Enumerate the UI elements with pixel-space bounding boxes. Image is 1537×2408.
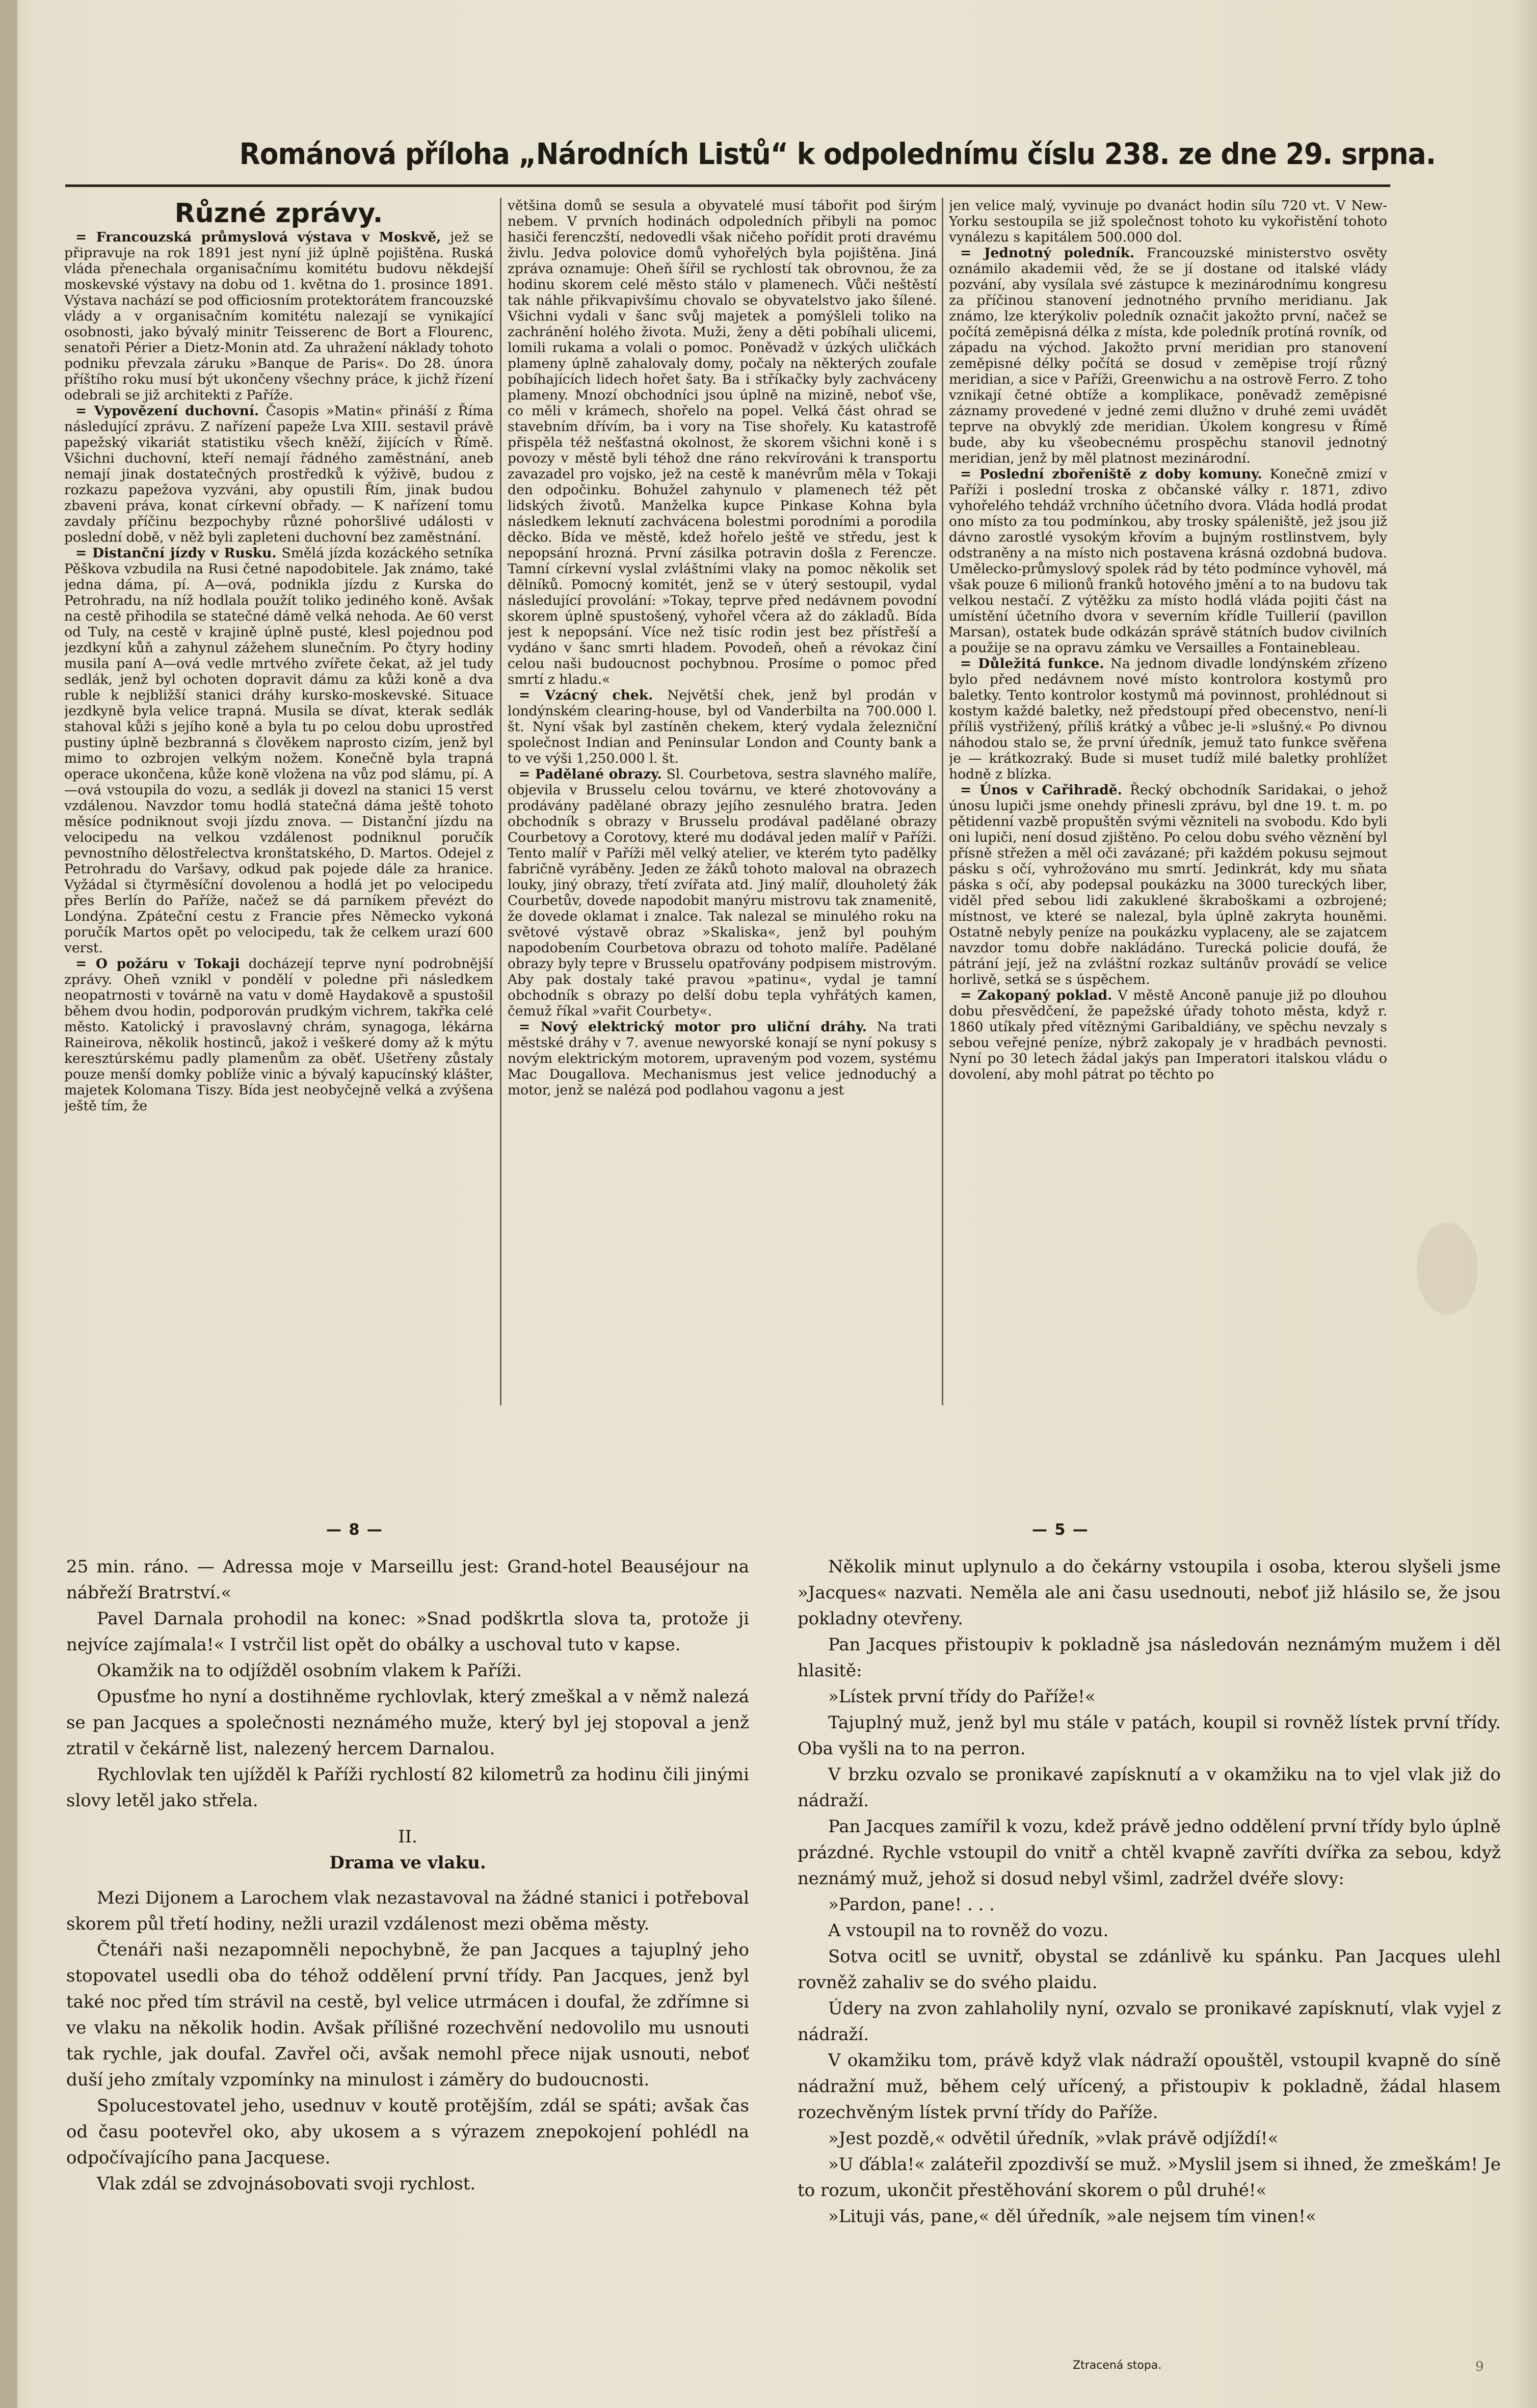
page-number-right: — 5 — xyxy=(1032,1521,1089,1539)
news-item xyxy=(949,198,1387,245)
news-item-head: = Únos v Cařihradě. xyxy=(960,782,1122,798)
news-item xyxy=(64,403,493,545)
news-item-text: Konečně zmizí v Paříži i poslední troska z občanské války r. 1871, zdivo vyhořelého tehdáž vrchního účetního dvora. Vláda hodlá prodat ono místo za tou podmínkou, aby trosky spáleniště, jež jsou již dávno zarostlé vysokým křovím a bujným rostlinstvem, byly odstraněny a na místo nich postavena krásná ozdobná budova. Umělecko-průmyslový spolek rád by této podmínce vyhověl, má však pouze 6 milionů franků hotového jmění a to na budovu tak velkou nestačí. Z výtěžku za místo hodlá vláda pojiti část na umístění účetního dvora v severním křídle Tuillerií (pavillon Marsan), ostatek bude odkázán správě státních budov civilních a použije se na opravu zámku ve Versailles a Fontainebleau. xyxy=(949,466,1387,656)
news-item-head: = Poslední zbořeniště z doby komuny. xyxy=(960,466,1262,482)
page-binding-edge xyxy=(0,0,17,2408)
news-item-text: Časopis »Matin« přináší z Říma následující zprávu. Z nařízení papeže Lva XIII. sestavil právě papežský vikariát statistiku všech kněží, žijících v Římě. Všichni duchovní, kteří nemají řádného zaměstnání, aneb nemají jinak dostatečných prostředků k výživě, budou z rozkazu papežova vyzváni, aby opustili Řím, jinak budou zbaveni práva, konat církevní obřady. — K nařízení tomu zavdaly příčinu bezpochyby různé pohoršlivé události v poslední době, v něž byli zapleteni duchovní bez zaměstnání. xyxy=(64,403,493,545)
column-divider xyxy=(942,198,943,1405)
news-item-text: Řecký obchodník Saridakai, o jehož únosu lupiči jsme onehdy přinesli zprávu, byl dne 19. t. m. po pětidenní vazbě propuštěn svými vězniteli na svobodu. Kdo byli oni lupiči, není dosud zjištěno. Po celou dobu svého věznění byl přísně střežen a měl oči zavázané; při každém pokusu sejmout pásku s očí, vyhrožováno mu smrtí. Jedinkrát, kdy mu sňata páska s očí, aby podepsal poukázku na 3000 tureckých liber, viděl před sebou lidi zakuklené škraboškami a ozbrojené; místnost, ve které se nalezal, byla úplně zakryta houněmi. Ostatně nebyly peníze na poukázku vyplaceny, ale se zajatcem navzdor tomu dobře nakládáno. Turecká policie doufá, že pátrání její, jež na zvláštní rozkaz sultánův provádí se velice horlivě, setká se s úspěchem. xyxy=(949,782,1387,987)
news-item-text: V městě Anconě panuje již po dlouhou dobu přesvědčení, že papežské úřady tohoto města, když r. 1860 utíkaly před vítěznými Garibaldiány, ve spěchu nevzaly s sebou veřejné peníze, nýbrž zakopaly je v hradbách pevnosti. Nyní po 30 letech žádal jakýs pan Imperatori italskou vládu o dovolení, aby mohl pátrat po těchto po xyxy=(949,987,1387,1082)
news-item-head: = Francouzská průmyslová výstava v Moskvě, xyxy=(75,229,441,245)
header-rule xyxy=(65,184,1390,187)
serial-paragraph: »Pardon, pane! . . . xyxy=(828,1894,995,1915)
news-item xyxy=(949,656,1387,782)
news-item-text: Na jednom divadle londýnském zřízeno bylo před nedávnem nové místo kontrolora kostymů pro baletky. Tento kontrolor kostymů má povinnost, prohlédnout si kostym každé baletky, než předstoupí před obecenstvo, není-li příliš vystřižený, příliš krátký a vůbec je-li »slušný.« Po divnou náhodou stalo se, že první úředník, jemuž tato funkce svěřena je — krátkozraký. Bude si muset tudíž milé baletky prohlížet hodně z blízka. xyxy=(949,656,1387,782)
news-item-text: Největší chek, jenž byl prodán v londýnském clearing-house, byl od Vanderbilta na 700.000 l. št. Nyní však byl zastíněn chekem, který vydala železniční společnost Indian and Peninsular London and County bank a to ve výši 1,250.000 l. št. xyxy=(508,687,937,766)
chapter-number: II. xyxy=(398,1827,417,1847)
column-divider xyxy=(500,198,501,1405)
serial-caption: Ztracená stopa. xyxy=(1073,2359,1162,2372)
news-item-text: Na trati městské dráhy v 7. avenue newyorské konají se nyní pokusy s novým elektrickým motorem, upraveným pod vozem, systému Mac Dougallova. Mechanismus jest velice jednoduchý a motor, jenž se nalézá pod podlahou vagonu a jest xyxy=(508,1019,937,1098)
news-item-head: = O požáru v Tokaji xyxy=(75,956,240,972)
news-item-head: = Padělané obrazy. xyxy=(519,766,662,782)
news-item xyxy=(508,198,937,687)
serial-paragraph: »Jest pozdě,« odvětil úředník, »vlak právě odjíždí!« xyxy=(828,2128,1279,2149)
news-item-head: = Distanční jízdy v Rusku. xyxy=(75,545,277,561)
serial-paragraph: Pan Jacques přistoupiv k pokladně jsa následován neznámým mužem i děl hlasitě: xyxy=(798,1635,1501,1681)
serial-paragraph: Sotva ocitl se uvnitř, obystal se zdánlivě ku spánku. Pan Jacques ulehl rovněž zahaliv se do svého plaidu. xyxy=(798,1946,1501,1993)
news-item-head: = Nový elektrický motor pro uliční dráhy. xyxy=(519,1019,867,1035)
serial-paragraph: A vstoupil na to rovněž do vozu. xyxy=(828,1920,1109,1941)
news-item-text: jen velice malý, vyvinuje po dvanáct hodin sílu 720 vt. V New-Yorku sestoupila se již společnost tohoto ku vykořistění tohoto vynálezu s kapitálem 500.000 dol. xyxy=(949,198,1387,245)
serial-paragraph: Mezi Dijonem a Larochem vlak nezastavoval na žádné stanici i potřeboval skorem půl třetí hodiny, nežli urazil vzdálenost mezi oběma městy. xyxy=(66,1888,749,1934)
news-item xyxy=(949,782,1387,987)
news-item-head: = Vypovězení duchovní. xyxy=(75,403,259,419)
corner-mark: 9 xyxy=(1475,2359,1484,2374)
serial-paragraph: Opusťme ho nyní a dostihněme rychlovlak, který zmeškal a v němž nalezá se pan Jacques a společnosti neznámého muže, který byl jej stopoval a jenž ztratil v čekárně list, nalezený hercem Darnalou. xyxy=(66,1687,749,1759)
news-item xyxy=(64,545,493,956)
serial-paragraph: 25 min. ráno. — Adressa moje v Marseillu jest: Grand-hotel Beauséjour na nábřeží Bratrství.« xyxy=(66,1557,749,1603)
serial-paragraph: Vlak zdál se zdvojnásobovati svoji rychlost. xyxy=(97,2174,476,2194)
news-item xyxy=(508,1019,937,1098)
serial-paragraph: Několik minut uplynulo a do čekárny vstoupila i osoba, kterou slyšeli jsme »Jacques« nazvati. Neměla ale ani času usednouti, neboť již hlásilo se, že jsou pokladny otevřeny. xyxy=(798,1557,1501,1629)
serial-paragraph: Rychlovlak ten ujížděl k Paříži rychlostí 82 kilometrů za hodinu čili jinými slovy letěl jako střela. xyxy=(66,1764,749,1811)
serial-paragraph: Pan Jacques zamířil k vozu, kdež právě jedno oddělení první třídy bylo úplně prázdné. Rychle vstoupil do vnitř a chtěl kvapně zavříti dvířka za sebou, když neznámý muž, jehož si dosud nebyl všiml, zadržel dvéře slovy: xyxy=(798,1816,1501,1889)
news-item xyxy=(949,245,1387,466)
serial-paragraph: »Lístek první třídy do Paříže!« xyxy=(828,1687,1096,1707)
serial-paragraph: V okamžiku tom, právě když vlak nádraží opouštěl, vstoupil kvapně do síně nádražní muž, během celý uřícený, a přistoupiv k pokladně, žádal hlasem rozechvěným lístek první třídy do Paříže. xyxy=(798,2050,1501,2123)
serial-paragraph: Čtenáři naši nezapomněli nepochybně, že pan Jacques a tajuplný jeho stopovatel usedli oba do téhož oddělení první třídy. Pan Jacques, jenž byl také noc před tím strávil na cestě, byl velice utrmácen i doufal, že zdřímne si ve vlaku na několik hodin. Avšak přílišné rozechvění nedovolilo mu usnouti tak rychle, jak doufal. Zavřel oči, avšak nemohl přece nijak usnouti, neboť duší jeho zmítaly vzpomínky na minulost i záměry do budoucnosti. xyxy=(66,1940,749,2090)
serial-paragraph: Okamžik na to odjížděl osobním vlakem k Paříži. xyxy=(97,1661,522,1681)
news-item xyxy=(949,466,1387,656)
news-item-text: Francouzské ministerstvo osvěty oznámilo akademii věd, že se jí dostane od italské vlády pozvání, aby vysílala své zástupce k mezinárodnímu kongresu za příčinou stanovení jednotného prvního meridianu. Jak známo, lze kterýkoliv poledník označit jakožto první, načež se počítá zeměpisná délka z místa, kde poledník protíná rovník, od západu na východ. Jakožto první meridian pro stanovení zeměpisné délky počítá se dosud v zeměpise trojí různý meridian, a sice v Paříži, Greenwichu a na ostrově Ferro. Z toho vznikají četné obtíže a komplikace, poněvadž zeměpisné záznamy provedené v jedné zemi dlužno v druhé zemi uvádět teprve na obvyklý zde meridian. Úkolem kongresu v Římě bude, aby ku všeobecnému prospěchu stanovil jednotný meridian, jenž by měl platnost mezinárodní. xyxy=(949,245,1387,466)
news-item xyxy=(64,229,493,403)
news-item-text: jež se připravuje na rok 1891 jest nyní již úplně pojištěna. Ruská vláda přenechala organisačnímu komitétu budovu někdejší moskevské výstavy na dobu od 1. května do 1. prosince 1891. Výstava nachází se pod officiosním protektorátem francouzské vlády a v organisačním komitétu nalezají se vynikající osobnosti, jako bývalý minitr Teisserenc de Bort a Flourenc, senatoři Périer a Dietz-Monin atd. Za uhražení náklady tohoto podniku převzala záruku »Banque de Paris«. Do 28. února příštího roku musí být ukončeny všechny práce, k jichž řízení odebrali se již architekti z Paříže. xyxy=(64,229,493,403)
serial-paragraph: »Lituji vás, pane,« děl úředník, »ale nejsem tím vinen!« xyxy=(828,2206,1316,2227)
serial-paragraph: Tajuplný muž, jenž byl mu stále v patách, koupil si rovněž lístek první třídy. Oba vyšli na to na perron. xyxy=(798,1713,1501,1759)
news-column-2 xyxy=(508,198,937,1405)
serial-paragraph: V brzku ozvalo se pronikavé zapísknutí a v okamžiku na to vjel vlak již do nádraží. xyxy=(798,1764,1501,1811)
serial-paragraph: Pavel Darnala prohodil na konec: »Snad podškrtla slova ta, protože ji nejvíce zajímala!« I vstrčil list opět do obálky a uschoval tuto v kapse. xyxy=(66,1609,749,1655)
news-item xyxy=(508,766,937,1019)
serial-paragraph: »U ďábla!« zaláteřil zpozdivší se muž. »Myslil jsem si ihned, že zmeškám! Je to rozum, ukončit přestěhování skorem o půl druhé!« xyxy=(798,2154,1501,2201)
news-column-1 xyxy=(64,198,493,1405)
page-number-left: — 8 — xyxy=(326,1521,383,1539)
news-item-text: Smělá jízda kozáckého setníka Pěškova vzbudila na Rusi četné napodobitele. Jak známo, také jedna dáma, pí. A—ová, podnikla jízdu z Kurska do Petrohradu, na níž hodlala použít toliko jediného koně. Avšak na cestě přihodila se statečné dámě velká nehoda. Ae 60 verst od Tuly, na cestě v krajině úplně pusté, klesl pojednou pod jezdkyní kůň a zahynul zážehem slunečním. Po čtyry hodiny musila paní A—ová vedle mrtvého zvířete čekat, až jel tudy sedlák, jenž byl ochoten dopravit dámu za kůži koně a dva ruble k nejbližší stanici dráhy kursko-moskevské. Situace jezdkyně byla velice trapná. Musila se dívat, kterak sedlák stahoval kůži s jejího koně a byla tu po celou dobu uprostřed pustiny úplně bezbranná s člověkem naprosto cizím, jenž byl mimo to ozbrojen velkým nožem. Konečně byla trapná operace ukončena, kůže koně vložena na vůz pod slámu, pí. A—ová vstoupila do vozu, a sedlák ji dovezl na stanici 15 verst vzdálenou. Navzdor tomu hodlá statečná dáma ještě tohoto měsíce podniknout svoji jízdu znova. — Distanční jízdu na velocipedu na velkou vzdálenost podniknul poručík pevnostního dělostřelectva kronštatského, D. Martos. Odejel z Petrohradu do Varšavy, odkud pak pojede dále za hranice. Vyžádal si čtyrměsíční dovolenou a hodlá jet po velocipedu přes Berlín do Paříže, načež se dá parníkem převézt do Londýna. Zpáteční cestu z Francie přes Německo vykoná poručík Martos opět po velocipedu, tak že celkem urazí 600 verst. xyxy=(64,545,493,956)
news-item-text: docházejí teprve nyní podrobnější zprávy. Oheň vznikl v pondělí v poledne při následkem neopatrnosti v továrně na vatu v domě Haydakově a spustošil během dvou hodin, podporován prudkým vichrem, takřka celé město. Katolický i pravoslavný chrám, synagoga, lékárna Raineirova, několik hostinců, jakož i veškeré domy až k mýtu keresztúrskému padly plamenům za oběť. Ušetřeny zůstaly pouze menší domky poblíže vinic a bývalý kapucínský klášter, majetek Kolomana Tiszy. Bída jest neobyčejně velká a zvýšena ještě tím, že xyxy=(64,956,493,1114)
serial-paragraph: Spolucestovatel jeho, usednuv v koutě protějším, zdál se spáti; avšak čas od času pootevřel oko, aby ukosem a s výrazem znepokojení pohlédl na odpočívajícího pana Jacquese. xyxy=(66,2096,749,2168)
chapter-title: Drama ve vlaku. xyxy=(329,1853,486,1873)
news-item-head: = Zakopaný poklad. xyxy=(960,987,1112,1003)
news-item xyxy=(508,687,937,766)
news-column-3 xyxy=(949,198,1387,1405)
serial-paragraph: Údery na zvon zahlaholily nyní, ozvalo se pronikavé zapísknutí, vlak vyjel z nádraží. xyxy=(798,1998,1501,2045)
page-header: Románová příloha „Národních Listů“ k odpolednímu číslu 238. ze dne 29. srpna. xyxy=(239,137,1436,171)
news-item-text: většina domů se sesula a obyvatelé musí tábořit pod širým nebem. V prvních hodinách odpoledních přibyli na pomoc hasiči ferenczští, nedovedli však ničeho pořídit proti dravému živlu. Jedva polovice domů vyhořelých byla pojištěna. Jiná zpráva oznamuje: Oheň šířil se rychlostí tak obrovnou, že za hodinu skorem celé město stálo v plamenech. Vůči neštěstí tak náhle přikvapivšímu chovalo se obyvatelstvo jako šílené. Všichni vydali v šanc svůj majetek a pomýšleli toliko na zachránění holého života. Muži, ženy a děti pobíhali ulicemi, lomili rukama a volali o pomoc. Poněvadž v úzkých uličkách plameny úplně zahalovaly domy, počaly na některých zoufale pobíhajících lidech hořet šaty. Ba i stříkačky byly zachváceny plameny. Mnozí obchodníci jsou úplně na mizině, neboť vše, co měli v krámech, shořelo na popel. Velká část ohrad se stavebním dřívím, ba i vory na Tise shořely. Ku katastrofě přispěla též nešťastná okolnost, že skorem všichni koně i s povozy v městě byli téhož dne ráno rekvírováni k transportu zavazadel pro vojsko, jež na cestě k manévrům měla v Tokaji den odpočinku. Bohužel zahynulo v plamenech též pět lidských životů. Manželka kupce Pinkase Kohna byla následkem leknutí zachvácena bolestmi porodními a porodila děcko. Bída ve městě, kdež hořelo ještě ve středu, jest k nepopsání hrozná. První zásilka potravin došla z Ferencze. Tamní církevní vyslal zvláštními vlaky na pomoc několik set dělníků. Pomocný komitét, jenž se v úterý sestoupil, vydal následující provolání: »Tokay, teprve před nedávnem povodní skorem úplně spustošený, vyhořel včera až do základů. Bída jest k nepopsání. Více než tisíc rodin jest bez přístřeší a vydáno v šanc smrti hladem. Povodeň, oheň a révokaz činí celou naši budoucnost pochybnou. Prosíme o pomoc před smrtí z hladu.« xyxy=(508,198,937,687)
news-item-text: Sl. Courbetova, sestra slavného malíře, objevila v Brusselu celou továrnu, ve které zhotovovány a prodávány padělané obrazy jejího zesnulého bratra. Jeden obchodník s obrazy v Brusselu prodával padělané obrazy Courbetovy a Corotovy, které mu dodával jeden malíř v Paříži. Tento malíř v Paříži měl velký atelier, ve kterém tyto padělky fabričně vyráběny. Jeden ze žáků tohoto maloval na obrazech louky, jiný obrazy, třetí zvířata atd. Jiný malíř, dlouholetý žák Courbetův, dovede napodobit manýru mistrovu tak znamenitě, že dovede oklamat i znalce. Tak nalezal se minulého roku na světové výstavě obraz »Skaliska«, jenž byl pouhým napodobením Courbetova obrazu od tohoto malíře. Padělané obrazy byly tepre v Brusselu opatřovány podpisem mistrovým. Aby pak dostaly také pravou »patinu«, vydal je tamní obchodník s obrazy po delší dobu tepla vyhřátých kamen, čemuž říkal »vařit Courbety«. xyxy=(508,766,937,1019)
news-item xyxy=(64,956,493,1114)
news-item xyxy=(949,987,1387,1082)
serial-novel-left xyxy=(66,1554,749,2379)
serial-novel-right xyxy=(798,1554,1501,2379)
news-item-head: = Jednotný poledník. xyxy=(960,245,1135,261)
news-item-head: = Důležitá funkce. xyxy=(960,656,1104,672)
paper-stain xyxy=(1417,1223,1478,1315)
section-title: Různé zprávy. xyxy=(174,198,383,229)
news-item-head: = Vzácný chek. xyxy=(519,687,653,703)
